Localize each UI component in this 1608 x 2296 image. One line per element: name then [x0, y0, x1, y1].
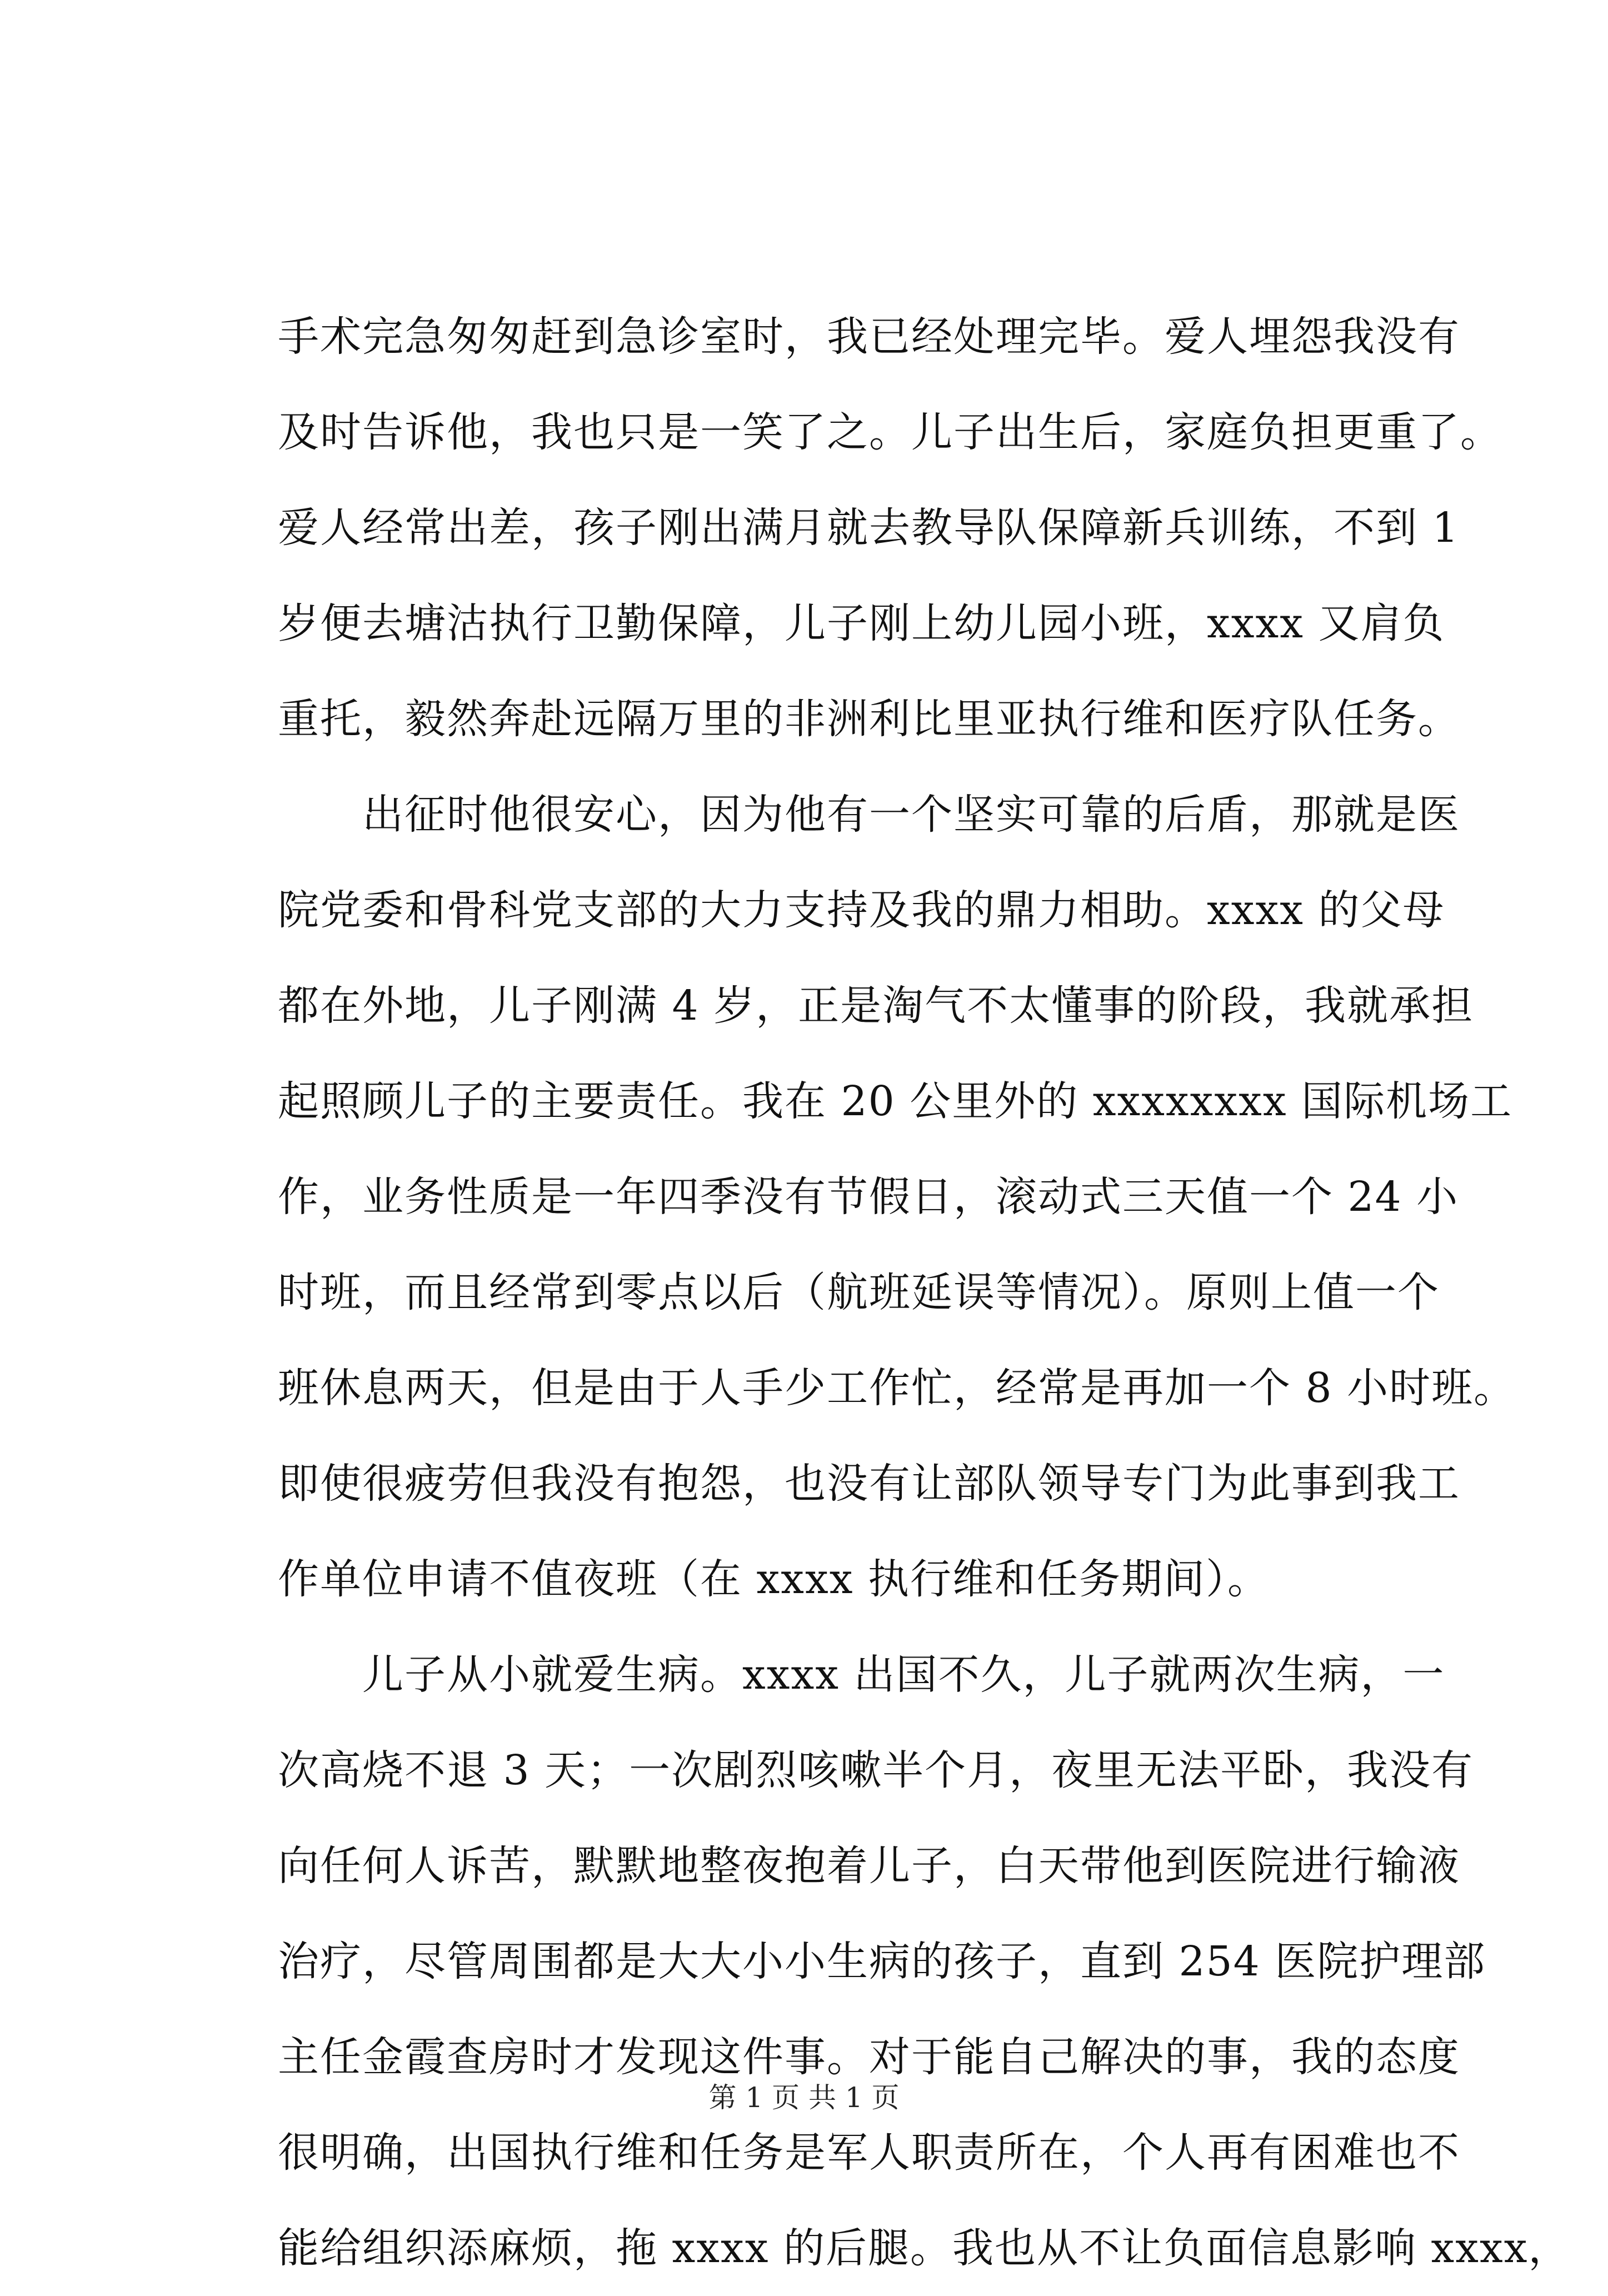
paragraph-start-line: 出征时他很安心，因为他有一个坚实可靠的后盾，那就是医	[278, 791, 1460, 838]
text-line: 岁便去塘沽执行卫勤保障，儿子刚上幼儿园小班，xxxx 又肩负	[278, 600, 1445, 647]
text-line: 重托，毅然奔赴远隔万里的非洲利比里亚执行维和医疗队任务。	[278, 695, 1460, 743]
paragraph-start-line: 儿子从小就爱生病。xxxx 出国不久，儿子就两次生病，一	[278, 1651, 1445, 1699]
text-line: 院党委和骨科党支部的大力支持及我的鼎力相助。xxxx 的父母	[278, 886, 1445, 934]
text-line: 都在外地，儿子刚满 4 岁，正是淘气不太懂事的阶段，我就承担	[278, 982, 1474, 1030]
text-line: 及时告诉他，我也只是一笑了之。儿子出生后，家庭负担更重了。	[278, 408, 1502, 456]
text-line: 班休息两天，但是由于人手少工作忙，经常是再加一个 8 小时班。	[278, 1364, 1516, 1412]
text-line: 爱人经常出差，孩子刚出满月就去教导队保障新兵训练，不到 1	[278, 504, 1460, 552]
text-line: 很明确，出国执行维和任务是军人职责所在，个人再有困难也不	[278, 2129, 1460, 2177]
text-line: 手术完急匆匆赶到急诊室时，我已经处理完毕。爱人埋怨我没有	[278, 313, 1460, 361]
page-footer	[0, 2078, 1608, 2117]
text-line: 向任何人诉苦，默默地整夜抱着儿子，白天带他到医院进行输液	[278, 1842, 1460, 1890]
text-line: 时班，而且经常到零点以后（航班延误等情况）。原则上值一个	[278, 1269, 1440, 1316]
text-line: 主任金霞查房时才发现这件事。对于能自己解决的事，我的态度	[278, 2033, 1460, 2081]
text-line: 能给组织添麻烦，拖 xxxx 的后腿。我也从不让负面信息影响 xxxx，	[278, 2224, 1571, 2272]
text-line: 作，业务性质是一年四季没有节假日，滚动式三天值一个 24 小	[278, 1173, 1459, 1221]
text-line: 次高烧不退 3 天；一次剧烈咳嗽半个月，夜里无法平卧，我没有	[278, 1746, 1474, 1794]
document-body	[278, 289, 1571, 2296]
text-line: 作单位申请不值夜班（在 xxxx 执行维和任务期间）。	[278, 1555, 1270, 1603]
page-number-label: 第 1 页 共 1 页	[708, 2082, 900, 2114]
text-line: 治疗，尽管周围都是大大小小生病的孩子，直到 254 医院护理部	[278, 1938, 1486, 1985]
text-line: 即使很疲劳但我没有抱怨，也没有让部队领导专门为此事到我工	[278, 1460, 1460, 1508]
text-line: 起照顾儿子的主要责任。我在 20 公里外的 xxxxxxxx 国际机场工	[278, 1077, 1513, 1125]
